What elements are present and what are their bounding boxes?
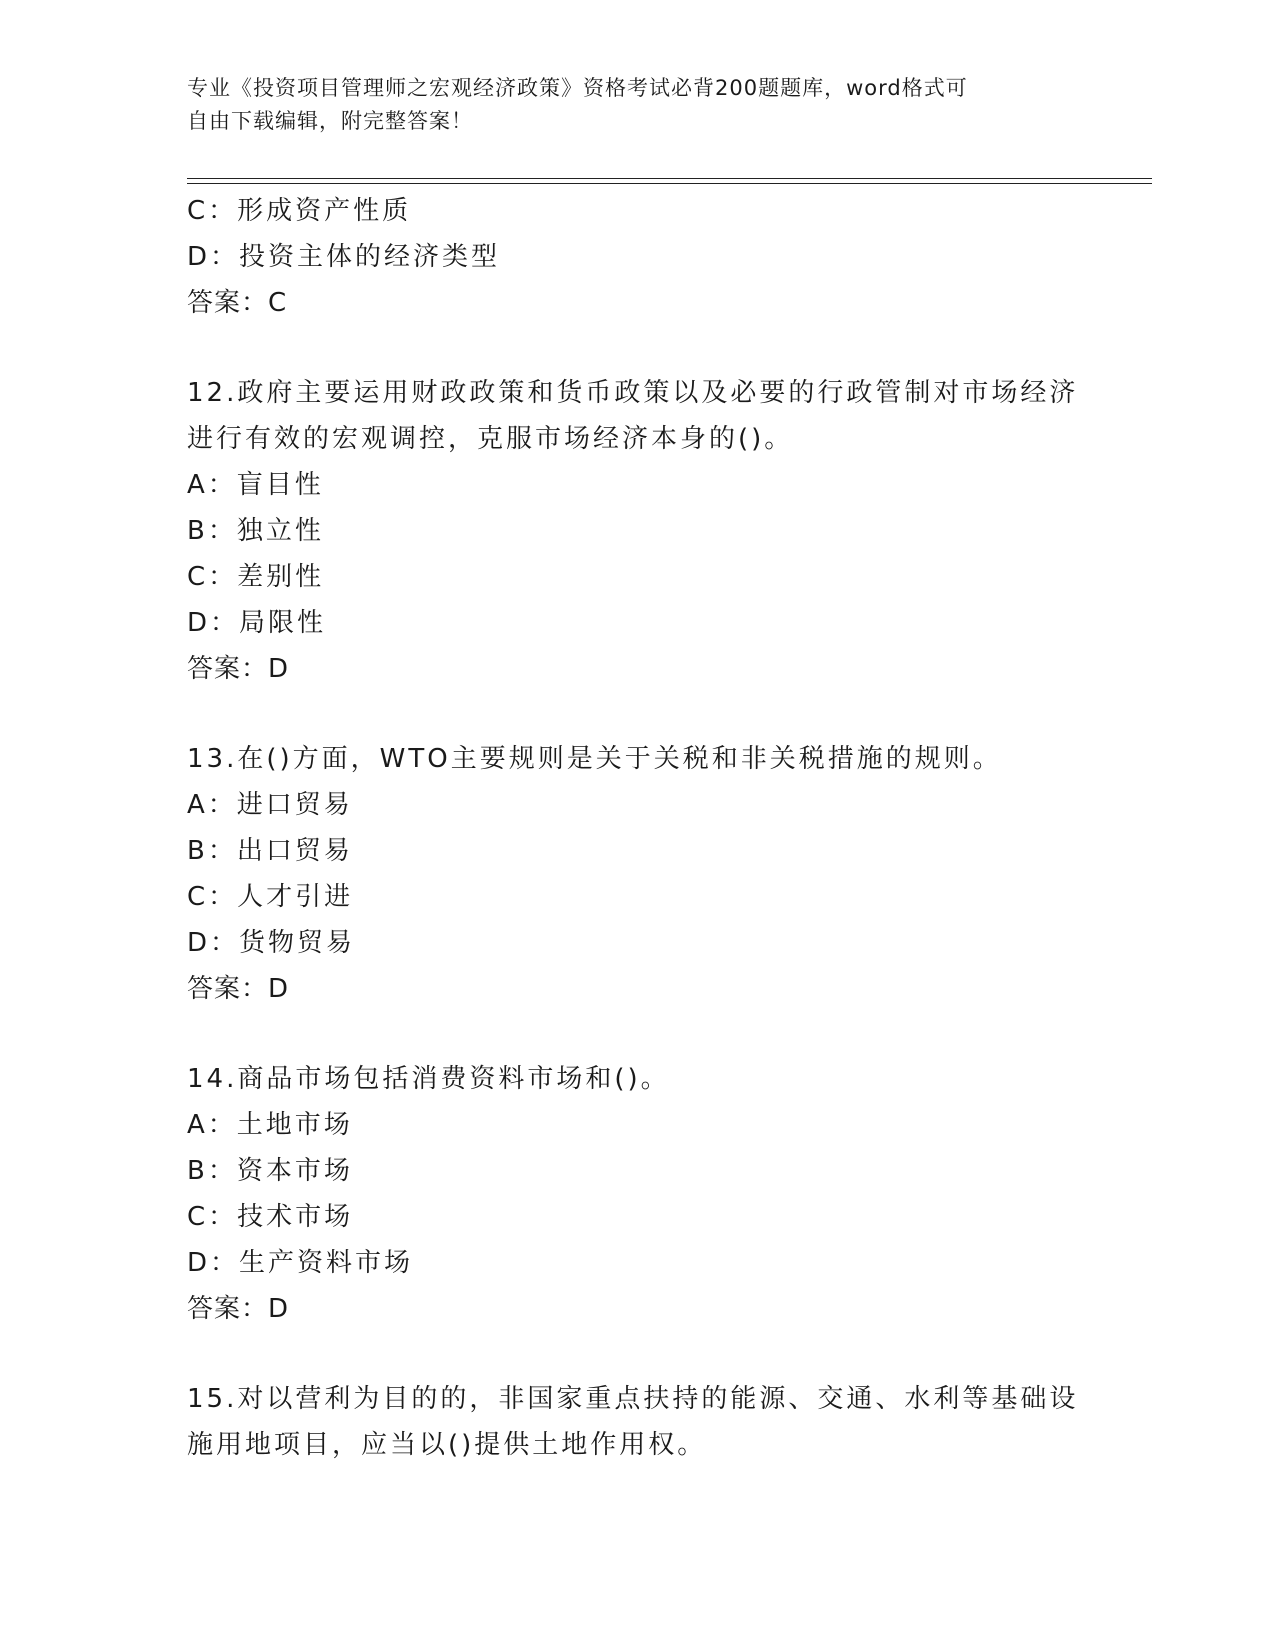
question-stem-line: 14.商品市场包括消费资料市场和()。 — [187, 1064, 670, 1094]
option-c: C：差别性 — [187, 562, 325, 592]
answer: 答案：D — [187, 654, 290, 684]
header-line-2: 自由下载编辑，附完整答案！ — [187, 109, 473, 133]
option-c: C：技术市场 — [187, 1202, 354, 1232]
answer: 答案：D — [187, 1294, 290, 1324]
question-15 — [187, 1376, 1087, 1468]
option-b: B：独立性 — [187, 516, 324, 546]
document-header — [187, 72, 1087, 138]
question-stem-line: 施用地项目，应当以()提供土地作用权。 — [187, 1430, 707, 1460]
option-b: B：出口贸易 — [187, 836, 353, 866]
option-d: D：局限性 — [187, 608, 327, 638]
question-14 — [187, 1056, 1087, 1332]
question-stem-line: 13.在()方面，WTO主要规则是关于关税和非关税措施的规则。 — [187, 744, 1002, 774]
answer: 答案：C — [187, 288, 288, 318]
option-d: D：投资主体的经济类型 — [187, 242, 501, 272]
option-a: A：进口贸易 — [187, 790, 353, 820]
header-divider-top — [187, 178, 1152, 179]
option-d: D：货物贸易 — [187, 928, 356, 958]
question-stem-line: 12.政府主要运用财政政策和货币政策以及必要的行政管制对市场经济 — [187, 378, 1079, 408]
question-11-tail — [187, 188, 1087, 326]
option-a: A：盲目性 — [187, 470, 324, 500]
answer: 答案：D — [187, 974, 290, 1004]
option-d: D：生产资料市场 — [187, 1248, 414, 1278]
option-c: C：人才引进 — [187, 882, 354, 912]
question-12 — [187, 370, 1087, 692]
header-line-1: 专业《投资项目管理师之宏观经济政策》资格考试必背200题题库，word格式可 — [187, 76, 968, 100]
option-a: A：土地市场 — [187, 1110, 353, 1140]
header-divider-bottom — [187, 183, 1152, 184]
option-c: C：形成资产性质 — [187, 196, 412, 226]
question-stem-line: 进行有效的宏观调控，克服市场经济本身的()。 — [187, 424, 794, 454]
question-list — [187, 188, 1087, 1468]
question-13 — [187, 736, 1087, 1012]
option-b: B：资本市场 — [187, 1156, 353, 1186]
question-stem-line: 15.对以营利为目的的，非国家重点扶持的能源、交通、水利等基础设 — [187, 1384, 1079, 1414]
